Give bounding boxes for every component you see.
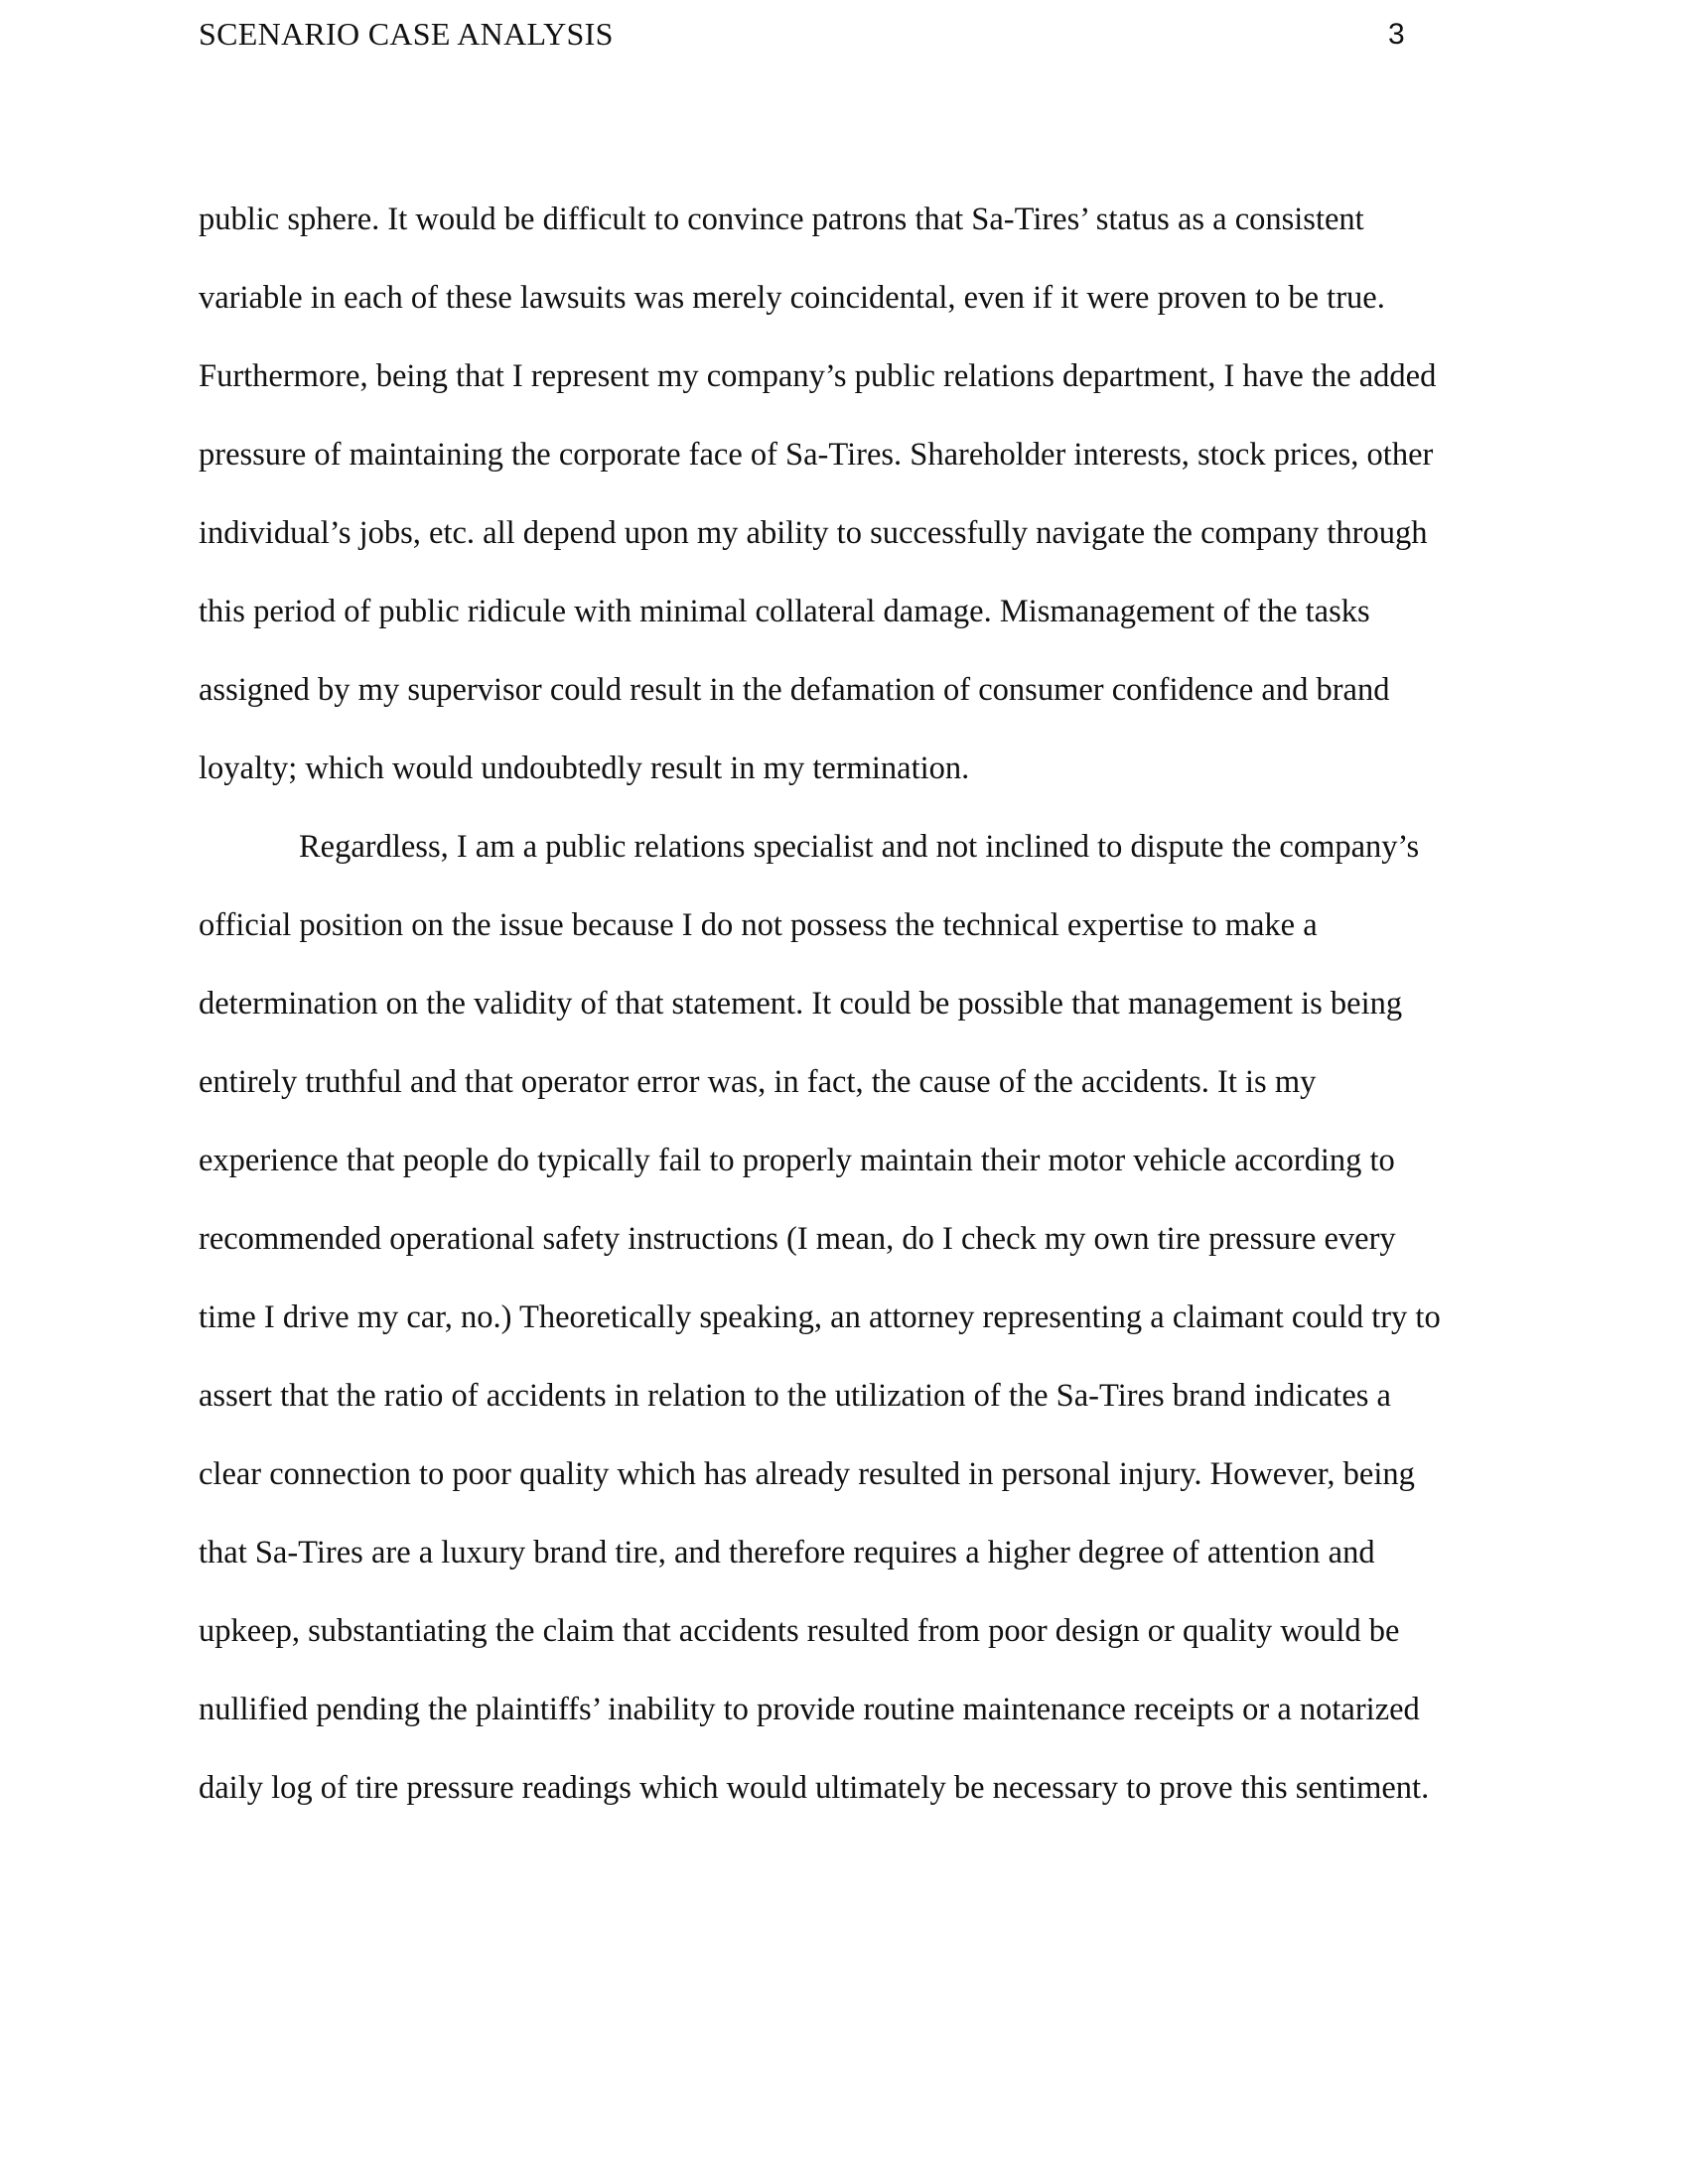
running-head: SCENARIO CASE ANALYSIS bbox=[199, 16, 614, 52]
text-line: assert that the ratio of accidents in relation to the utilization of the Sa-Tires brand indicates a bbox=[199, 1378, 1391, 1414]
text-line: entirely truthful and that operator error was, in fact, the cause of the accidents. It is my bbox=[199, 1064, 1317, 1100]
body-text bbox=[199, 197, 1489, 1843]
text-line: public sphere. It would be difficult to convince patrons that Sa-Tires’ status as a consistent bbox=[199, 202, 1364, 237]
text-line: nullified pending the plaintiffs’ inability to provide routine maintenance receipts or a notarized bbox=[199, 1692, 1420, 1727]
text-line: loyalty; which would undoubtedly result in my termination. bbox=[199, 751, 970, 786]
text-line: determination on the validity of that statement. It could be possible that management is being bbox=[199, 986, 1403, 1022]
text-line: upkeep, substantiating the claim that accidents resulted from poor design or quality would be bbox=[199, 1613, 1400, 1649]
text-line: recommended operational safety instructions (I mean, do I check my own tire pressure every bbox=[199, 1221, 1396, 1257]
page-number: 3 bbox=[1388, 18, 1405, 51]
text-line: that Sa-Tires are a luxury brand tire, and therefore requires a higher degree of attention and bbox=[199, 1535, 1375, 1570]
paragraph-first-line: Regardless, I am a public relations specialist and not inclined to dispute the company’s bbox=[299, 829, 1420, 865]
text-line: clear connection to poor quality which has already resulted in personal injury. However, being bbox=[199, 1456, 1415, 1492]
text-line: daily log of tire pressure readings which would ultimately be necessary to prove this sentiment. bbox=[199, 1770, 1430, 1806]
text-line: pressure of maintaining the corporate face of Sa-Tires. Shareholder interests, stock prices, other bbox=[199, 437, 1434, 473]
text-line: Furthermore, being that I represent my company’s public relations department, I have the added bbox=[199, 358, 1437, 394]
text-line: individual’s jobs, etc. all depend upon my ability to successfully navigate the company through bbox=[199, 515, 1428, 551]
text-line: variable in each of these lawsuits was merely coincidental, even if it were proven to be true. bbox=[199, 280, 1385, 316]
text-line: time I drive my car, no.) Theoretically speaking, an attorney representing a claimant could try to bbox=[199, 1299, 1441, 1335]
text-line: assigned by my supervisor could result in the defamation of consumer confidence and brand bbox=[199, 672, 1390, 708]
text-line: official position on the issue because I do not possess the technical expertise to make a bbox=[199, 907, 1318, 943]
text-line: this period of public ridicule with minimal collateral damage. Mismanagement of the tasks bbox=[199, 594, 1370, 629]
text-line: experience that people do typically fail to properly maintain their motor vehicle according to bbox=[199, 1143, 1395, 1178]
